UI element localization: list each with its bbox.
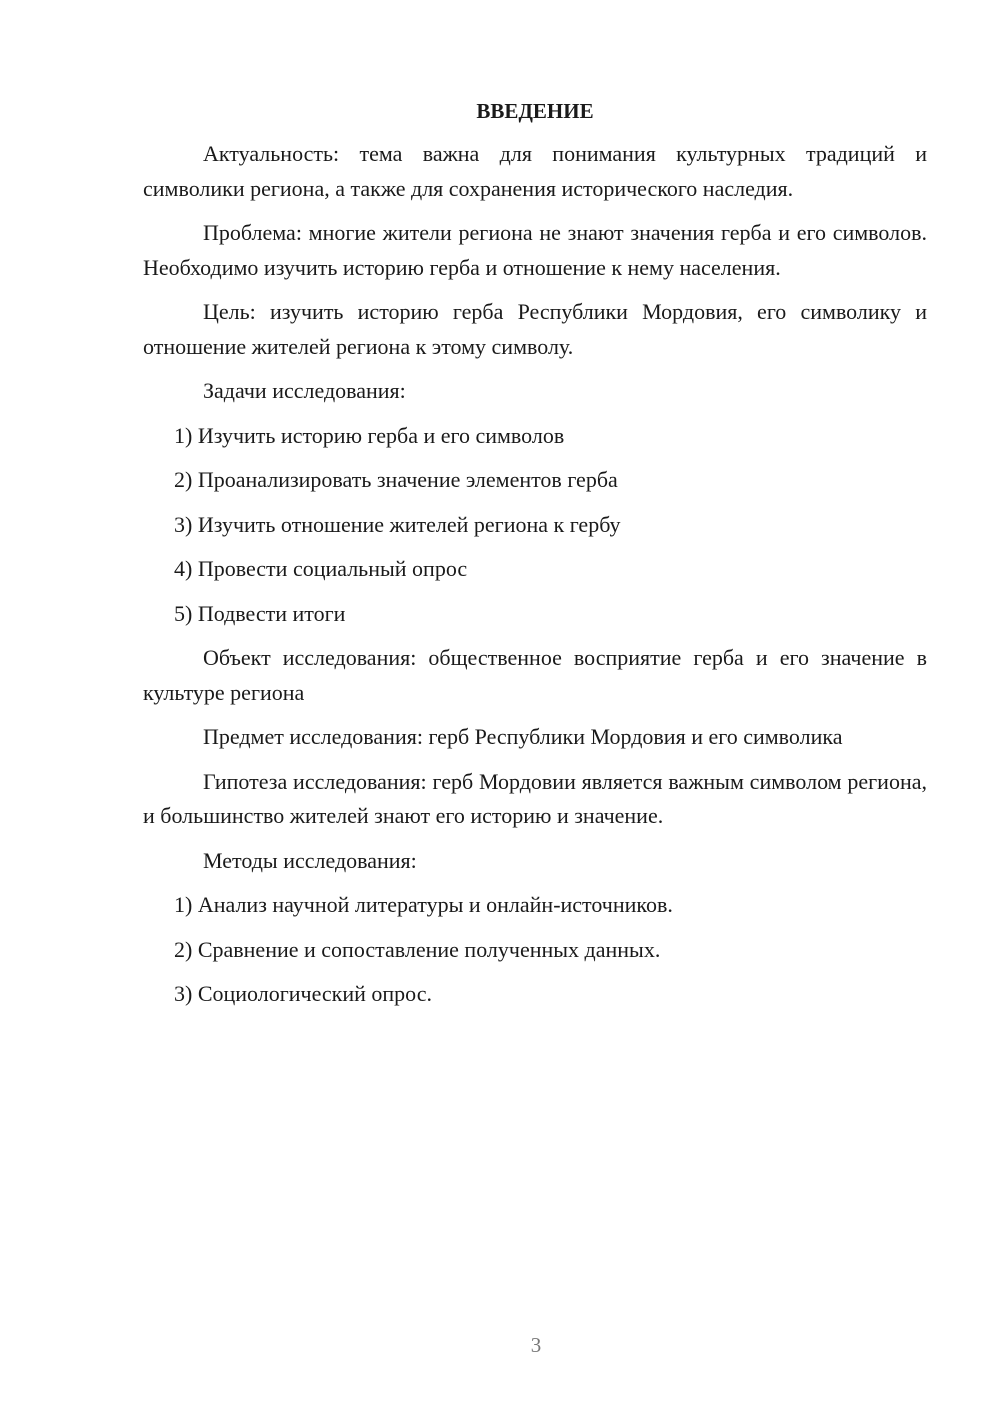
relevance-paragraph: Актуальность: тема важна для понимания культурных традиций и символики региона, а также для сохранения исторического наследия.: [143, 141, 927, 201]
method-item: 2) Сравнение и сопоставление полученных данных.: [174, 936, 661, 962]
task-item: 4) Провести социальный опрос: [174, 556, 468, 581]
task-item: 3) Изучить отношение жителей региона к гербу: [174, 511, 621, 537]
method-item: 3) Социологический опрос.: [174, 981, 432, 1006]
goal-paragraph: Цель: изучить историю герба Республики Мордовия, его символику и отношение жителей региона к этому символу.: [143, 299, 927, 359]
problem-paragraph: Проблема: многие жители региона не знают значения герба и его символов. Необходимо изучить историю герба и отношение к нему населения.: [143, 220, 927, 280]
methods-heading: Методы исследования:: [203, 847, 417, 873]
task-item: 2) Проанализировать значение элементов герба: [174, 467, 618, 492]
page-number: 3: [530, 1333, 542, 1357]
object-paragraph: Объект исследования: общественное восприятие герба и его значение в культуре региона: [143, 645, 927, 705]
task-item: 5) Подвести итоги: [174, 600, 346, 626]
tasks-heading: Задачи исследования:: [203, 378, 406, 403]
section-title: ВВЕДЕНИЕ: [476, 99, 594, 123]
subject-paragraph: Предмет исследования: герб Республики Мордовия и его символика: [203, 724, 843, 749]
method-item: 1) Анализ научной литературы и онлайн-источников.: [174, 892, 673, 917]
hypothesis-paragraph: Гипотеза исследования: герб Мордовии является важным символом региона, и большинство жителей знают его историю и значение.: [143, 768, 927, 828]
page-content: [143, 96, 927, 1022]
task-item: 1) Изучить историю герба и его символов: [174, 422, 565, 448]
